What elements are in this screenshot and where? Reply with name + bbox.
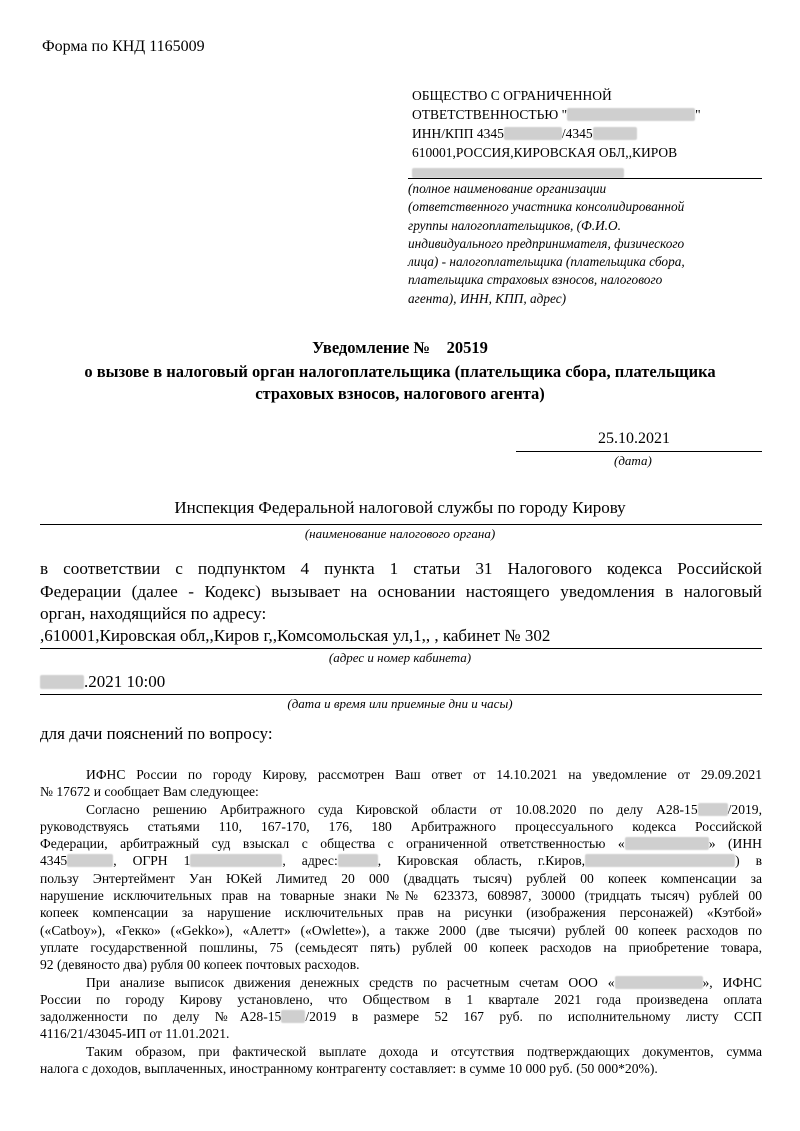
- date-caption: (дата): [614, 453, 652, 468]
- body-line: [40, 835, 762, 852]
- body-fragment: Федерации, арбитражный суд взыскал с общества с ограниченной ответственностью «: [40, 836, 625, 852]
- body-fragment: », ИФНС: [702, 974, 762, 990]
- body-line: копеек компенсации за нарушение исключительных прав на рисунки (изображения персонажей) «Кэтбой»: [40, 905, 762, 921]
- body-fragment: 4345: [40, 853, 68, 869]
- recipient-line-2-suffix: ": [695, 107, 701, 122]
- body-fragment: задолженности по делу №А28-15: [40, 1009, 282, 1025]
- office-address: ,610001,Кировская обл,,Киров г,,Комсомольская ул,1,, , кабинет № 302: [40, 626, 551, 645]
- datetime-caption: (дата и время или приемные дни и часы): [287, 696, 513, 711]
- body-fragment: » (ИНН: [708, 836, 762, 852]
- body-fragment: При анализе выписок движения денежных средств по расчетным счетам ООО «: [86, 974, 615, 990]
- form-code: Форма по КНД 1165009: [42, 38, 205, 55]
- caption-line: плательщика страховых взносов, налогового: [408, 272, 663, 288]
- recipient-caption: [408, 180, 685, 308]
- summons-line: орган, находящийся по адресу:: [40, 604, 267, 623]
- summons-paragraph: [40, 558, 762, 626]
- recipient-underline: [408, 178, 762, 179]
- body-line: («Catboy»), «Гекко» («Gekko»), «Алетт» («Owlette»), а также 2000 (две тысячи) рублей 00 копеек расходов по: [40, 922, 762, 938]
- notice-subtitle-1: о вызове в налоговый орган налогоплательщика (плательщика сбора, плательщика: [84, 362, 716, 381]
- recipient-line-1: ОБЩЕСТВО С ОГРАНИЧЕННОЙ: [412, 88, 612, 103]
- body-line: уплате государственной пошлины, 75 (семьдесят пять) рублей 00 копеек расходов на приобретение товара,: [40, 939, 762, 955]
- caption-line: (полное наименование организации: [408, 181, 607, 196]
- redacted-inn: [67, 854, 113, 867]
- body-line: [40, 974, 762, 991]
- summons-line: Федерации (далее - Кодекс) вызывает на основании настоящего уведомления в налоговый: [40, 581, 762, 601]
- redacted-case-number: [281, 1010, 305, 1023]
- redacted-address: [585, 854, 735, 867]
- body-line: 4116/21/43045-ИП от 11.01.2021.: [40, 1026, 230, 1042]
- body-line: руководствуясь статьями 110, 167-170, 176, 180 Арбитражного процессуального кодекса Российской: [40, 818, 762, 834]
- recipient-line-2: [412, 105, 701, 124]
- authority-caption: (наименование налогового органа): [304, 526, 496, 541]
- redacted-index: [338, 854, 378, 867]
- body-line: нарушение исключительных прав на товарные знаки №№ 623373, 608987, 30000 (тридцать тысяч) рублей 00: [40, 888, 762, 904]
- notice-subtitle-2: страховых взносов, налогового агента): [255, 384, 545, 403]
- body-line: [40, 801, 762, 818]
- body-fragment: , адрес:: [282, 853, 338, 869]
- recipient-kpp: /4345: [561, 126, 593, 141]
- body-line: [40, 1008, 762, 1025]
- body-fragment: Согласно решению Арбитражного суда Кировской области от 10.08.2020 по делу А28-15: [86, 801, 698, 817]
- body-line: России по городу Кирову установлено, что Обществом в 1 квартале 2021 года произведена оплата: [40, 991, 762, 1007]
- appointment-datetime-value: .2021 10:00: [84, 672, 166, 691]
- body-line: 92 (девяносто два) рубля 00 копеек почтовых расходов.: [40, 957, 360, 973]
- caption-line: группы налогоплательщиков, (Ф.И.О.: [408, 217, 621, 233]
- explanation-body: [40, 766, 762, 1077]
- authority-underline: [40, 524, 762, 525]
- recipient-inn: ИНН/КПП 4345: [412, 126, 504, 141]
- summons-line: в соответствии с подпунктом 4 пункта 1 статьи 31 Налогового кодекса Российской: [40, 559, 762, 578]
- redacted-case-number: [698, 803, 728, 816]
- body-line: ИФНС России по городу Кирову, рассмотрен Ваш ответ от 14.10.2021 на уведомление от 29.09.2021: [86, 767, 762, 782]
- redacted-street: [412, 168, 624, 178]
- caption-line: (ответственного участника консолидированной: [408, 199, 685, 215]
- redacted-company: [615, 976, 703, 989]
- recipient-line-4: 610001,РОССИЯ,КИРОВСКАЯ ОБЛ,,КИРОВ: [412, 145, 678, 160]
- body-line: налога с доходов, выплаченных, иностранному контрагенту составляет: в сумме 10 000 руб. (50 000*20%).: [40, 1061, 658, 1077]
- question-label: для дачи пояснений по вопросу:: [40, 724, 273, 743]
- body-fragment: , ОГРН 1: [113, 853, 191, 869]
- redacted-kpp: [593, 127, 637, 140]
- body-fragment: , Кировская область, г.Киров,: [377, 853, 586, 869]
- address-caption: (адрес и номер кабинета): [328, 650, 472, 665]
- address-underline: [40, 648, 762, 649]
- body-fragment: ) в: [735, 853, 762, 869]
- redacted-ogrn: [190, 854, 282, 867]
- redacted-inn: [504, 127, 562, 140]
- date-underline: [516, 451, 762, 452]
- tax-authority-name: Инспекция Федеральной налоговой службы по городу Кирову: [174, 498, 626, 517]
- redacted-company: [625, 837, 709, 850]
- body-line: Таким образом, при фактической выплате дохода и отсутствия подтверждающих документов, сумма: [86, 1043, 762, 1059]
- notice-date: 25.10.2021: [598, 430, 670, 447]
- redacted-company-name: [567, 108, 695, 121]
- datetime-underline: [40, 694, 762, 695]
- appointment-datetime: [40, 672, 165, 692]
- caption-line: агента), ИНН, КПП, адрес): [408, 290, 567, 306]
- recipient-block: [412, 86, 701, 181]
- body-line: пользу Энтертеймент Уан ЮКей Лимитед 20 000 (двадцать тысяч) рублей 00 копеек компенсации за: [40, 870, 762, 886]
- body-fragment: /2019,: [727, 801, 762, 817]
- caption-line: лица) - налогоплательщика (плательщика сбора,: [408, 254, 685, 270]
- redacted-day-month: [40, 675, 84, 689]
- body-line: [40, 852, 762, 869]
- body-fragment: /2019 в размере 52 167 руб. по исполнительному листу ССП: [305, 1009, 762, 1025]
- notice-title: Уведомление № 20519: [312, 338, 488, 357]
- body-line: № 17672 и сообщает Вам следующее:: [40, 784, 259, 800]
- recipient-line-2-prefix: ОТВЕТСТВЕННОСТЬЮ ": [412, 107, 568, 122]
- recipient-line-3: [412, 124, 701, 143]
- caption-line: индивидуального предпринимателя, физического: [408, 235, 685, 251]
